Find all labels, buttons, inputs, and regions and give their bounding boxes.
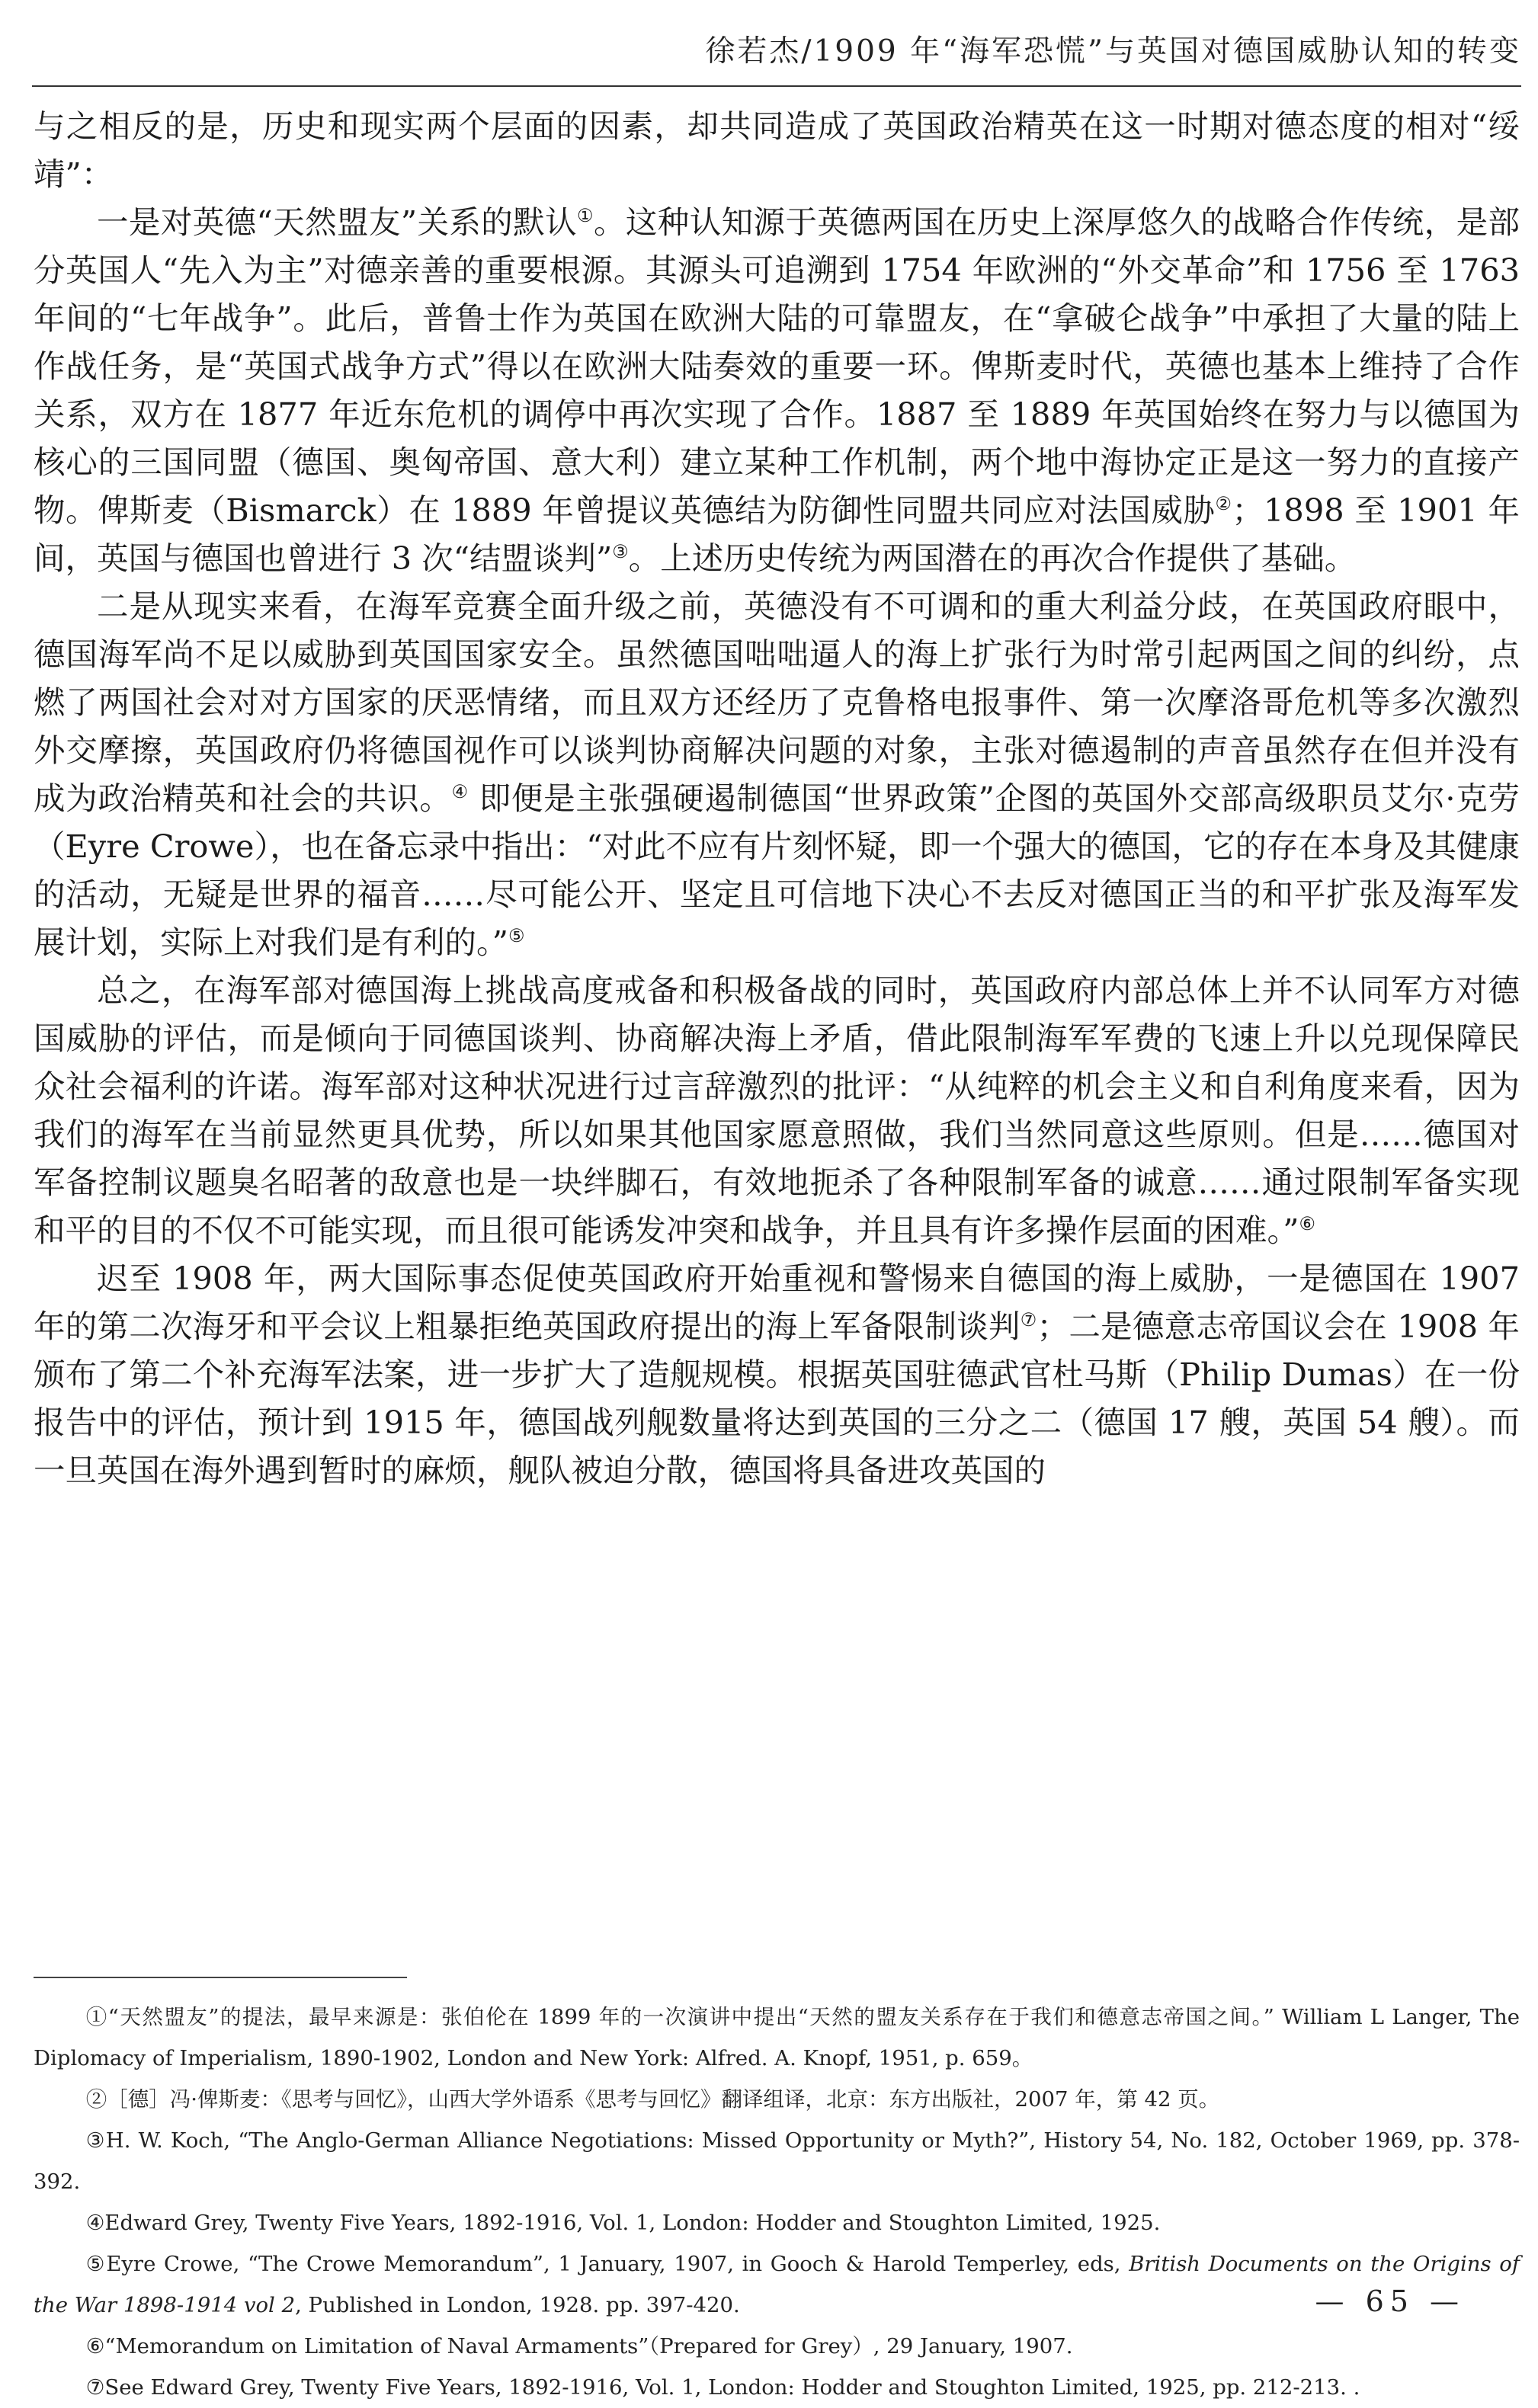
footnote-7: ⑦See Edward Grey, Twenty Five Years, 1892-1916, Vol. 1, London: Hodder and Stoughton Limited, 1925, pp. 212-213. . [85,2375,1360,2400]
footnote-3: ③H. W. Koch, “The Anglo-German Alliance Negotiations: Missed Opportunity or Myth?”, History 54, No. 182, October 1969, pp. 378-392. [34,2128,1520,2194]
running-header: 徐若杰/1909 年“海军恐慌”与英国对德国威胁认知的转变 [705,34,1521,69]
footnote-4: ④Edward Grey, Twenty Five Years, 1892-1916, Vol. 1, London: Hodder and Stoughton Limited, 1925. [85,2211,1161,2235]
footnote-1: ①“天然盟友”的提法，最早来源是：张伯伦在 1899 年的一次演讲中提出“天然的盟友关系存在于我们和德意志帝国之间。” William L Langer, The Diplomacy of Imperialism, 1890-1902, London and New York: Alfred. A. Knopf, 1951, p. 659。 [34,2005,1520,2070]
article-body [34,102,1520,1494]
footnote-6: ⑥“Memorandum on Limitation of Naval Armaments”（Prepared for Grey）, 29 January, 1907. [85,2334,1073,2358]
footnote-separator [34,1977,407,1978]
paragraph-reality: 二是从现实来看，在海军竞赛全面升级之前，英德没有不可调和的重大利益分歧，在英国政府眼中，德国海军尚不足以威胁到英国国家安全。虽然德国咄咄逼人的海上扩张行为时常引起两国之间的纠纷，点燃了两国社会对对方国家的厌恶情绪，而且双方还经历了克鲁格电报事件、第一次摩洛哥危机等多次激烈外交摩擦，英国政府仍将德国视作可以谈判协商解决问题的对象，主张对德遏制的声音虽然存在但并没有成为政治精英和社会的共识。④ 即便是主张强硬遏制德国“世界政策”企图的英国外交部高级职员艾尔·克劳（Eyre Crowe），也在备忘录中指出：“对此不应有片刻怀疑，即一个强大的德国，它的存在本身及其健康的活动，无疑是世界的福音……尽可能公开、坚定且可信地下决心不去反对德国正当的和平扩张及海军发展计划，实际上对我们是有利的。”⑤ [34,588,1520,961]
footnote-ref-6[interactable]: ⑥ [1299,1213,1315,1235]
footnote-ref-7[interactable]: ⑦ [1020,1309,1037,1331]
paragraph-intro: 与之相反的是，历史和现实两个层面的因素，却共同造成了英国政治精英在这一时期对德态度的相对“绥靖”： [34,107,1520,193]
footnote-2: ②［德］冯·俾斯麦：《思考与回忆》，山西大学外语系《思考与回忆》翻译组译，北京：东方出版社，2007 年，第 42 页。 [85,2087,1220,2112]
footnote-5: ⑤Eyre Crowe, “The Crowe Memorandum”, 1 January, 1907, in Gooch & Harold Temperley, eds, British Documents on the Origins of the War 1898-1914 vol 2, Published in London, 1928. pp. 397-420. [34,2252,1520,2317]
footnote-ref-4[interactable]: ④ [451,781,469,803]
paragraph-natural-allies: 一是对英德“天然盟友”关系的默认①。这种认知源于英德两国在历史上深厚悠久的战略合作传统，是部分英国人“先入为主”对德亲善的重要根源。其源头可追溯到 1754 年欧洲的“外交革命”和 1756 至 1763 年间的“七年战争”。此后，普鲁士作为英国在欧洲大陆的可靠盟友，在“拿破仑战争”中承担了大量的陆上作战任务，是“英国式战争方式”得以在欧洲大陆奏效的重要一环。俾斯麦时代，英德也基本上维持了合作关系，双方在 1877 年近东危机的调停中再次实现了合作。1887 至 1889 年英国始终在努力与以德国为核心的三国同盟（德国、奥匈帝国、意大利）建立某种工作机制，两个地中海协定正是这一努力的直接产物。俾斯麦（Bismarck）在 1889 年曾提议英德结为防御性同盟共同应对法国威胁②；1898 至 1901 年间，英国与德国也曾进行 3 次“结盟谈判”③。上述历史传统为两国潜在的再次合作提供了基础。 [34,203,1520,577]
page-number: — 65 — [1315,2285,1465,2318]
header-rule [32,85,1521,87]
footnote-5-book-title: British Documents on the Origins of the War 1898-1914 vol 2 [34,2252,1520,2317]
paragraph-summary: 总之，在海军部对德国海上挑战高度戒备和积极备战的同时，英国政府内部总体上并不认同军方对德国威胁的评估，而是倾向于同德国谈判、协商解决海上矛盾，借此限制海军军费的飞速上升以兑现保障民众社会福利的许诺。海军部对这种状况进行过言辞激烈的批评：“从纯粹的机会主义和自利角度来看，因为我们的海军在当前显然更具优势，所以如果其他国家愿意照做，我们当然同意这些原则。但是……德国对军备控制议题臭名昭著的敌意也是一块绊脚石，有效地扼杀了各种限制军备的诚意……通过限制军备实现和平的目的不仅不可能实现，而且很可能诱发冲突和战争，并且具有许多操作层面的困难。”⑥ [34,972,1520,1249]
footnotes [34,1997,1520,2408]
footnote-ref-3[interactable]: ③ [612,541,629,563]
footnote-ref-1[interactable]: ① [577,205,594,227]
footnote-ref-5[interactable]: ⑤ [508,925,525,947]
footnote-ref-2[interactable]: ② [1215,493,1232,515]
paragraph-1908: 迟至 1908 年，两大国际事态促使英国政府开始重视和警惕来自德国的海上威胁，一是德国在 1907 年的第二次海牙和平会议上粗暴拒绝英国政府提出的海上军备限制谈判⑦；二是德意志帝国议会在 1908 年颁布了第二个补充海军法案，进一步扩大了造舰规模。根据英国驻德武官杜马斯（Philip Dumas）在一份报告中的评估，预计到 1915 年，德国战列舰数量将达到英国的三分之二（德国 17 艘，英国 54 艘）。而一旦英国在海外遇到暂时的麻烦，舰队被迫分散，德国将具备进攻英国的 [34,1260,1520,1489]
